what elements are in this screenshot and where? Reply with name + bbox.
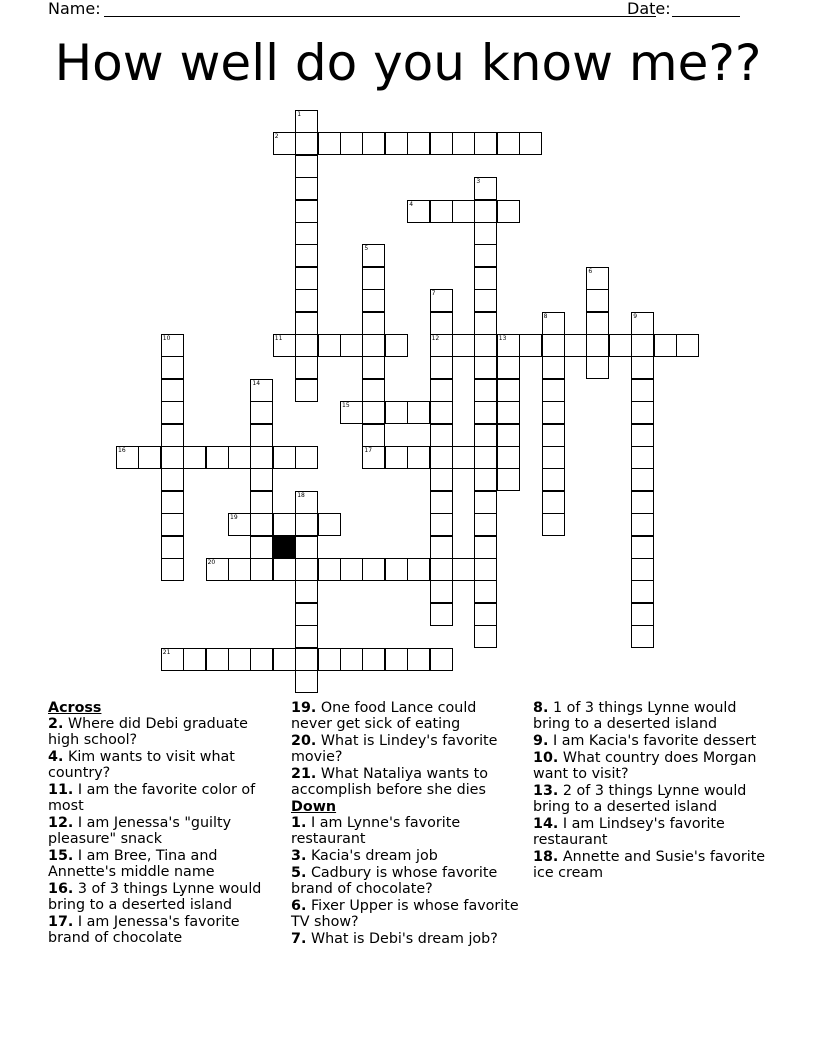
clue-number: 17 xyxy=(364,447,373,454)
down-clue xyxy=(291,865,521,897)
grid-cell[interactable] xyxy=(362,244,385,267)
grid-cell[interactable] xyxy=(430,356,453,379)
grid-cell[interactable] xyxy=(452,558,475,581)
grid-cell[interactable] xyxy=(161,334,184,357)
grid-cell[interactable] xyxy=(474,334,497,357)
grid-cell[interactable] xyxy=(430,536,453,559)
grid-cell[interactable] xyxy=(340,401,363,424)
grid-cell[interactable] xyxy=(295,110,318,133)
clue-num: 2. xyxy=(48,716,64,733)
grid-cell[interactable] xyxy=(340,558,363,581)
across-clue xyxy=(48,749,278,781)
grid-cell[interactable] xyxy=(474,536,497,559)
grid-cell[interactable] xyxy=(586,356,609,379)
down-clue xyxy=(533,816,768,848)
grid-cell[interactable] xyxy=(295,648,318,671)
grid-cell[interactable] xyxy=(542,334,565,357)
grid-cell[interactable] xyxy=(362,312,385,335)
clue-text: 1 of 3 things Lynne would bring to a deserted island xyxy=(533,700,737,733)
clue-text: What Nataliya wants to accomplish before she dies xyxy=(291,766,488,799)
grid-cell[interactable] xyxy=(474,625,497,648)
clue-number: 21 xyxy=(162,648,171,656)
clue-text: What country does Morgan want to visit? xyxy=(533,749,757,782)
grid-cell[interactable] xyxy=(407,558,430,581)
grid-cell[interactable] xyxy=(430,379,453,402)
grid-cell[interactable] xyxy=(385,401,408,424)
grid-cell[interactable] xyxy=(430,312,453,335)
grid-cell[interactable] xyxy=(586,312,609,335)
grid-cell[interactable] xyxy=(250,446,273,469)
across-clue xyxy=(48,848,278,880)
grid-cell[interactable] xyxy=(273,648,296,671)
grid-cell[interactable] xyxy=(161,401,184,424)
grid-cell[interactable] xyxy=(474,267,497,290)
grid-cell[interactable] xyxy=(474,424,497,447)
grid-cell[interactable] xyxy=(407,132,430,155)
grid-cell[interactable] xyxy=(474,379,497,402)
across-clue xyxy=(291,766,521,798)
grid-cell[interactable] xyxy=(362,289,385,312)
clue-num: 8. xyxy=(533,700,549,716)
grid-cell[interactable] xyxy=(362,424,385,447)
clue-num: 3. xyxy=(291,848,307,865)
grid-cell[interactable] xyxy=(295,536,318,559)
clue-text: I am Bree, Tina and Annette's middle name xyxy=(48,848,218,881)
clue-number: 18 xyxy=(297,491,305,499)
grid-cell[interactable] xyxy=(452,446,475,469)
clue-number: 20 xyxy=(207,559,216,566)
grid-cell[interactable] xyxy=(250,536,273,559)
clue-text: What is Lindey's favorite movie? xyxy=(291,733,498,766)
grid-cell[interactable] xyxy=(497,424,520,447)
grid-cell[interactable] xyxy=(228,446,251,469)
grid-cell[interactable] xyxy=(385,558,408,581)
clue-number: 2 xyxy=(274,133,279,141)
grid-cell[interactable] xyxy=(542,401,565,424)
clue-text: I am the favorite color of most xyxy=(48,782,256,815)
grid-cell[interactable] xyxy=(631,468,654,491)
grid-cell[interactable] xyxy=(474,558,497,581)
grid-cell[interactable] xyxy=(206,558,229,581)
grid-cell[interactable] xyxy=(430,468,453,491)
grid-cell[interactable] xyxy=(161,558,184,581)
grid-cell[interactable] xyxy=(250,558,273,581)
clue-number: 12 xyxy=(431,335,440,342)
clue-num: 7. xyxy=(291,931,307,947)
grid-cell[interactable] xyxy=(161,379,184,402)
grid-cell[interactable] xyxy=(586,267,609,290)
grid-cell[interactable] xyxy=(362,558,385,581)
grid-cell[interactable] xyxy=(631,603,654,626)
grid-cell[interactable] xyxy=(474,491,497,514)
grid-cell[interactable] xyxy=(318,334,341,357)
grid-cell[interactable] xyxy=(183,446,206,469)
grid-cell[interactable] xyxy=(519,334,542,357)
clue-text: Annette and Susie's favorite ice cream xyxy=(533,848,766,881)
down-heading: Down xyxy=(291,799,337,815)
grid-cell[interactable] xyxy=(295,379,318,402)
down-clue xyxy=(291,931,521,947)
grid-cell[interactable] xyxy=(295,267,318,290)
grid-cell[interactable] xyxy=(161,424,184,447)
clue-number: 16 xyxy=(118,447,126,454)
grid-cell[interactable] xyxy=(295,155,318,178)
date-label: Date: xyxy=(627,0,671,18)
grid-cell[interactable] xyxy=(407,446,430,469)
grid-cell[interactable] xyxy=(295,558,318,581)
grid-cell[interactable] xyxy=(161,446,184,469)
grid-cell[interactable] xyxy=(273,132,296,155)
across-clue xyxy=(291,700,521,732)
clue-text: One food Lance could never get sick of eating xyxy=(291,700,477,733)
grid-cell[interactable] xyxy=(631,580,654,603)
clue-text: Cadbury is whose favorite brand of chocolate? xyxy=(291,865,498,898)
grid-cell[interactable] xyxy=(407,200,430,223)
grid-cell[interactable] xyxy=(340,334,363,357)
across-clue xyxy=(48,782,278,814)
blocked-cell xyxy=(273,536,296,559)
grid-cell[interactable] xyxy=(430,289,453,312)
grid-cell[interactable] xyxy=(430,648,453,671)
grid-cell[interactable] xyxy=(631,424,654,447)
grid-cell[interactable] xyxy=(542,468,565,491)
clue-text: I am Lynne's favorite restaurant xyxy=(291,815,461,848)
grid-cell[interactable] xyxy=(631,491,654,514)
grid-cell[interactable] xyxy=(542,446,565,469)
grid-cell[interactable] xyxy=(318,513,341,536)
grid-cell[interactable] xyxy=(542,379,565,402)
grid-cell[interactable] xyxy=(430,603,453,626)
clue-text: Where did Debi graduate high school? xyxy=(48,716,248,749)
grid-cell[interactable] xyxy=(631,446,654,469)
grid-cell[interactable] xyxy=(631,356,654,379)
grid-cell[interactable] xyxy=(295,356,318,379)
grid-cell[interactable] xyxy=(676,334,699,357)
clue-text: 3 of 3 things Lynne would bring to a deserted island xyxy=(48,881,262,914)
grid-cell[interactable] xyxy=(430,580,453,603)
grid-cell[interactable] xyxy=(295,670,318,693)
clue-num: 6. xyxy=(291,898,307,914)
grid-cell[interactable] xyxy=(138,446,161,469)
clue-number: 14 xyxy=(252,379,261,387)
grid-cell[interactable] xyxy=(631,312,654,335)
clues-column-2 xyxy=(291,700,521,948)
grid-cell[interactable] xyxy=(586,334,609,357)
down-clue xyxy=(533,750,768,782)
grid-cell[interactable] xyxy=(362,267,385,290)
grid-cell[interactable] xyxy=(497,446,520,469)
grid-cell[interactable] xyxy=(362,648,385,671)
clue-text: 2 of 3 things Lynne would bring to a deserted island xyxy=(533,782,747,815)
grid-cell[interactable] xyxy=(385,334,408,357)
grid-cell[interactable] xyxy=(474,603,497,626)
down-clue xyxy=(291,848,521,864)
grid-cell[interactable] xyxy=(474,513,497,536)
grid-cell[interactable] xyxy=(609,334,632,357)
clue-number: 15 xyxy=(342,402,350,410)
grid-cell[interactable] xyxy=(542,312,565,335)
clue-num: 21. xyxy=(291,766,317,782)
clue-text: I am Jenessa's "guilty pleasure" snack xyxy=(48,815,232,848)
grid-cell[interactable] xyxy=(362,356,385,379)
grid-cell[interactable] xyxy=(273,334,296,357)
grid-cell[interactable] xyxy=(273,446,296,469)
grid-cell[interactable] xyxy=(631,513,654,536)
grid-cell[interactable] xyxy=(474,446,497,469)
clue-number: 7 xyxy=(431,290,436,298)
grid-cell[interactable] xyxy=(452,132,475,155)
grid-cell[interactable] xyxy=(295,200,318,223)
grid-cell[interactable] xyxy=(430,132,453,155)
grid-cell[interactable] xyxy=(206,446,229,469)
clue-text: I am Lindsey's favorite restaurant xyxy=(533,815,725,848)
grid-cell[interactable] xyxy=(430,200,453,223)
down-clue xyxy=(291,815,521,847)
across-heading: Across xyxy=(48,700,102,716)
clue-num: 15. xyxy=(48,848,74,865)
clue-text: Fixer Upper is whose favorite TV show? xyxy=(291,898,519,931)
grid-cell[interactable] xyxy=(362,334,385,357)
grid-cell[interactable] xyxy=(318,132,341,155)
grid-cell[interactable] xyxy=(430,513,453,536)
grid-cell[interactable] xyxy=(474,312,497,335)
grid-cell[interactable] xyxy=(497,200,520,223)
clue-text: Kacia's dream job xyxy=(310,848,438,865)
grid-cell[interactable] xyxy=(295,289,318,312)
grid-cell[interactable] xyxy=(183,648,206,671)
grid-cell[interactable] xyxy=(497,132,520,155)
grid-cell[interactable] xyxy=(295,132,318,155)
clue-number: 10 xyxy=(162,335,171,342)
grid-cell[interactable] xyxy=(497,334,520,357)
down-clue xyxy=(533,849,768,881)
grid-cell[interactable] xyxy=(250,401,273,424)
clue-number: 9 xyxy=(633,312,638,320)
grid-cell[interactable] xyxy=(250,424,273,447)
clue-num: 5. xyxy=(291,865,307,881)
grid-cell[interactable] xyxy=(362,132,385,155)
clue-num: 18. xyxy=(533,848,559,865)
grid-cell[interactable] xyxy=(631,558,654,581)
grid-cell[interactable] xyxy=(631,334,654,357)
clue-number: 11 xyxy=(274,335,283,342)
grid-cell[interactable] xyxy=(228,558,251,581)
grid-cell[interactable] xyxy=(362,446,385,469)
across-clue xyxy=(48,914,278,946)
grid-cell[interactable] xyxy=(474,580,497,603)
grid-cell[interactable] xyxy=(542,491,565,514)
grid-cell[interactable] xyxy=(430,401,453,424)
grid-cell[interactable] xyxy=(161,648,184,671)
grid-cell[interactable] xyxy=(273,558,296,581)
grid-cell[interactable] xyxy=(295,491,318,514)
grid-cell[interactable] xyxy=(474,468,497,491)
page-title: How well do you know me?? xyxy=(54,34,762,92)
down-clue xyxy=(533,733,768,749)
grid-cell[interactable] xyxy=(295,312,318,335)
grid-cell[interactable] xyxy=(474,177,497,200)
clue-text: Kim wants to visit what country? xyxy=(48,749,235,782)
grid-cell[interactable] xyxy=(250,491,273,514)
grid-cell[interactable] xyxy=(362,379,385,402)
clue-number: 5 xyxy=(364,245,369,253)
grid-cell[interactable] xyxy=(497,356,520,379)
clue-num: 13. xyxy=(533,782,559,799)
grid-cell[interactable] xyxy=(295,222,318,245)
grid-cell[interactable] xyxy=(295,446,318,469)
grid-cell[interactable] xyxy=(295,513,318,536)
clue-num: 1. xyxy=(291,815,307,832)
across-clue xyxy=(291,733,521,765)
grid-cell[interactable] xyxy=(564,334,587,357)
grid-cell[interactable] xyxy=(407,401,430,424)
grid-cell[interactable] xyxy=(295,580,318,603)
grid-cell[interactable] xyxy=(586,289,609,312)
grid-cell[interactable] xyxy=(430,491,453,514)
clue-number: 8 xyxy=(543,312,548,320)
clue-num: 4. xyxy=(48,749,64,766)
grid-cell[interactable] xyxy=(206,648,229,671)
grid-cell[interactable] xyxy=(161,468,184,491)
grid-cell[interactable] xyxy=(295,603,318,626)
grid-cell[interactable] xyxy=(250,379,273,402)
clue-num: 16. xyxy=(48,881,74,898)
grid-cell[interactable] xyxy=(542,424,565,447)
grid-cell[interactable] xyxy=(250,468,273,491)
grid-cell[interactable] xyxy=(318,558,341,581)
grid-cell[interactable] xyxy=(385,648,408,671)
grid-cell[interactable] xyxy=(430,558,453,581)
across-clue xyxy=(48,815,278,847)
grid-cell[interactable] xyxy=(340,132,363,155)
grid-cell[interactable] xyxy=(631,379,654,402)
grid-cell[interactable] xyxy=(497,468,520,491)
grid-cell[interactable] xyxy=(385,446,408,469)
clue-num: 17. xyxy=(48,914,74,931)
clue-number: 6 xyxy=(588,267,593,275)
across-clue xyxy=(48,716,278,748)
grid-cell[interactable] xyxy=(542,513,565,536)
clue-number: 13 xyxy=(498,335,507,342)
down-clue xyxy=(533,783,768,815)
down-clue xyxy=(533,700,768,732)
grid-cell[interactable] xyxy=(273,513,296,536)
name-label: Name: xyxy=(48,0,101,18)
grid-cell[interactable] xyxy=(452,334,475,357)
grid-cell[interactable] xyxy=(385,132,408,155)
grid-cell[interactable] xyxy=(474,356,497,379)
clue-num: 20. xyxy=(291,733,317,749)
clue-number: 4 xyxy=(409,200,414,208)
grid-cell[interactable] xyxy=(116,446,139,469)
grid-cell[interactable] xyxy=(295,177,318,200)
grid-cell[interactable] xyxy=(631,401,654,424)
clue-num: 14. xyxy=(533,815,559,832)
grid-cell[interactable] xyxy=(497,401,520,424)
clue-num: 12. xyxy=(48,815,74,832)
grid-cell[interactable] xyxy=(430,424,453,447)
grid-cell[interactable] xyxy=(250,513,273,536)
clue-number: 3 xyxy=(476,178,481,186)
clue-text: I am Kacia's favorite dessert xyxy=(552,733,757,749)
clues-column-1 xyxy=(48,700,278,947)
grid-cell[interactable] xyxy=(228,513,251,536)
grid-cell[interactable] xyxy=(631,625,654,648)
clue-text: I am Jenessa's favorite brand of chocolate xyxy=(48,914,240,947)
clue-num: 19. xyxy=(291,700,317,716)
down-clue xyxy=(291,898,521,930)
grid-cell[interactable] xyxy=(161,356,184,379)
clue-text: What is Debi's dream job? xyxy=(310,931,498,947)
grid-cell[interactable] xyxy=(340,648,363,671)
grid-cell[interactable] xyxy=(631,536,654,559)
clues-column-3 xyxy=(533,700,768,882)
grid-cell[interactable] xyxy=(228,648,251,671)
grid-cell[interactable] xyxy=(295,244,318,267)
grid-cell[interactable] xyxy=(430,446,453,469)
grid-cell[interactable] xyxy=(161,513,184,536)
grid-cell[interactable] xyxy=(474,244,497,267)
across-clue xyxy=(48,881,278,913)
grid-cell[interactable] xyxy=(430,334,453,357)
grid-cell[interactable] xyxy=(474,200,497,223)
grid-cell[interactable] xyxy=(295,334,318,357)
grid-cell[interactable] xyxy=(161,536,184,559)
grid-cell[interactable] xyxy=(542,356,565,379)
grid-cell[interactable] xyxy=(452,200,475,223)
clue-number: 1 xyxy=(297,111,302,118)
clue-number: 19 xyxy=(230,514,238,522)
grid-cell[interactable] xyxy=(497,379,520,402)
grid-cell[interactable] xyxy=(318,648,341,671)
grid-cell[interactable] xyxy=(407,648,430,671)
grid-cell[interactable] xyxy=(474,222,497,245)
grid-cell[interactable] xyxy=(161,491,184,514)
grid-cell[interactable] xyxy=(295,625,318,648)
grid-cell[interactable] xyxy=(250,648,273,671)
grid-cell[interactable] xyxy=(362,401,385,424)
clue-num: 11. xyxy=(48,782,74,799)
grid-cell[interactable] xyxy=(474,289,497,312)
grid-cell[interactable] xyxy=(474,132,497,155)
grid-cell[interactable] xyxy=(654,334,677,357)
clue-num: 10. xyxy=(533,749,559,766)
grid-cell[interactable] xyxy=(474,401,497,424)
grid-cell[interactable] xyxy=(519,132,542,155)
clue-num: 9. xyxy=(533,733,549,749)
